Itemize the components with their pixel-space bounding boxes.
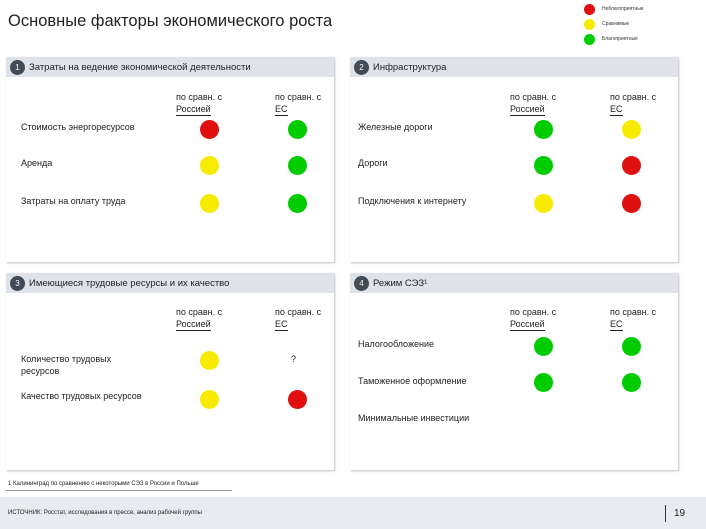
column-header-line: Россией <box>176 104 211 114</box>
red-circle-icon <box>584 4 595 15</box>
green-circle-icon <box>584 34 595 45</box>
footnote-divider <box>6 490 232 491</box>
row-label: Качество трудовых ресурсов <box>21 391 142 401</box>
row-label: Дороги <box>358 158 388 168</box>
column-header-line: Россией <box>510 319 545 329</box>
column-header-line: по сравн. с <box>275 307 322 317</box>
row-label: Аренда <box>21 158 53 168</box>
column-header-line: ЕС <box>610 319 623 329</box>
legend-label: Неблагоприятные <box>602 6 644 12</box>
yellow-circle-icon <box>200 351 219 370</box>
panel-infrastructure <box>350 57 678 262</box>
column-header-line: по сравн. с <box>275 92 322 102</box>
column-header-vs-eu <box>610 306 656 331</box>
row-label: Железные дороги <box>358 122 433 132</box>
footnote: 1 Калининград по сравнению с некоторыми СЭЗ в России и Польше <box>8 481 199 487</box>
column-header-line: ЕС <box>275 104 288 114</box>
red-circle-icon <box>288 390 307 409</box>
green-circle-icon <box>534 373 553 392</box>
legend-label: Сравнимые <box>602 21 630 27</box>
row-label: Подключения к интернету <box>358 196 467 206</box>
green-circle-icon <box>288 194 307 213</box>
row-label <box>21 353 111 377</box>
row-label: Налогообложение <box>358 339 434 349</box>
row-label: Таможенное оформление <box>358 376 467 386</box>
row-label: Затраты на оплату труда <box>21 196 126 206</box>
yellow-circle-icon <box>200 156 219 175</box>
red-circle-icon <box>200 120 219 139</box>
panel-number-badge: 4 <box>354 276 369 291</box>
column-header-line: по сравн. с <box>176 92 223 102</box>
column-header-line: по сравн. с <box>510 307 557 317</box>
column-header-line: по сравн. с <box>176 307 223 317</box>
column-header-line: по сравн. с <box>510 92 557 102</box>
column-header-vs-eu <box>275 91 321 116</box>
green-circle-icon <box>288 120 307 139</box>
panel-title: Затраты на ведение экономической деятельности <box>29 62 251 73</box>
panel-number-badge: 2 <box>354 60 369 75</box>
panel-costs <box>6 57 334 262</box>
green-circle-icon <box>534 337 553 356</box>
panel-header <box>350 57 678 77</box>
column-header-line: Россией <box>510 104 545 114</box>
row-label-line: ресурсов <box>21 366 60 376</box>
panel-title: Имеющиеся трудовые ресурсы и их качество <box>29 278 230 289</box>
column-header-vs-russia <box>510 306 556 331</box>
page-number: 19 <box>674 508 686 519</box>
column-header-vs-russia <box>176 306 222 331</box>
column-header-line: Россией <box>176 319 211 329</box>
panel-labor-resources <box>6 273 334 470</box>
source-note: ИСТОЧНИК: Росстат, исследования в прессе, анализ рабочей группы <box>8 510 202 516</box>
panel-title: Режим СЭЗ¹ <box>373 278 428 289</box>
panel-number-badge: 3 <box>10 276 25 291</box>
row-label: Минимальные инвестиции <box>358 413 470 423</box>
red-circle-icon <box>622 194 641 213</box>
panel-number-badge: 1 <box>10 60 25 75</box>
page-title: Основные факторы экономического роста <box>8 12 333 30</box>
column-header-vs-russia <box>176 91 222 116</box>
page-number-divider <box>665 505 666 522</box>
yellow-circle-icon <box>534 194 553 213</box>
column-header-vs-eu <box>275 306 321 331</box>
yellow-circle-icon <box>622 120 641 139</box>
legend-label: Благоприятные <box>602 36 638 42</box>
column-header-vs-eu <box>610 91 656 116</box>
column-header-line: по сравн. с <box>610 307 657 317</box>
green-circle-icon <box>534 120 553 139</box>
green-circle-icon <box>288 156 307 175</box>
panel-header <box>6 273 334 293</box>
panel-header <box>6 57 334 77</box>
row-label: Стоимость энергоресурсов <box>21 122 135 132</box>
yellow-circle-icon <box>200 390 219 409</box>
green-circle-icon <box>622 373 641 392</box>
panel-sez-regime <box>350 273 678 470</box>
column-header-line: ЕС <box>275 319 288 329</box>
unknown-mark: ? <box>291 354 297 364</box>
panel-header <box>350 273 678 293</box>
yellow-circle-icon <box>584 19 595 30</box>
column-header-vs-russia <box>510 91 556 116</box>
panel-title: Инфраструктура <box>373 62 447 73</box>
green-circle-icon <box>534 156 553 175</box>
row-label-line: Количество трудовых <box>21 354 112 364</box>
green-circle-icon <box>622 337 641 356</box>
column-header-line: по сравн. с <box>610 92 657 102</box>
yellow-circle-icon <box>200 194 219 213</box>
column-header-line: ЕС <box>610 104 623 114</box>
red-circle-icon <box>622 156 641 175</box>
